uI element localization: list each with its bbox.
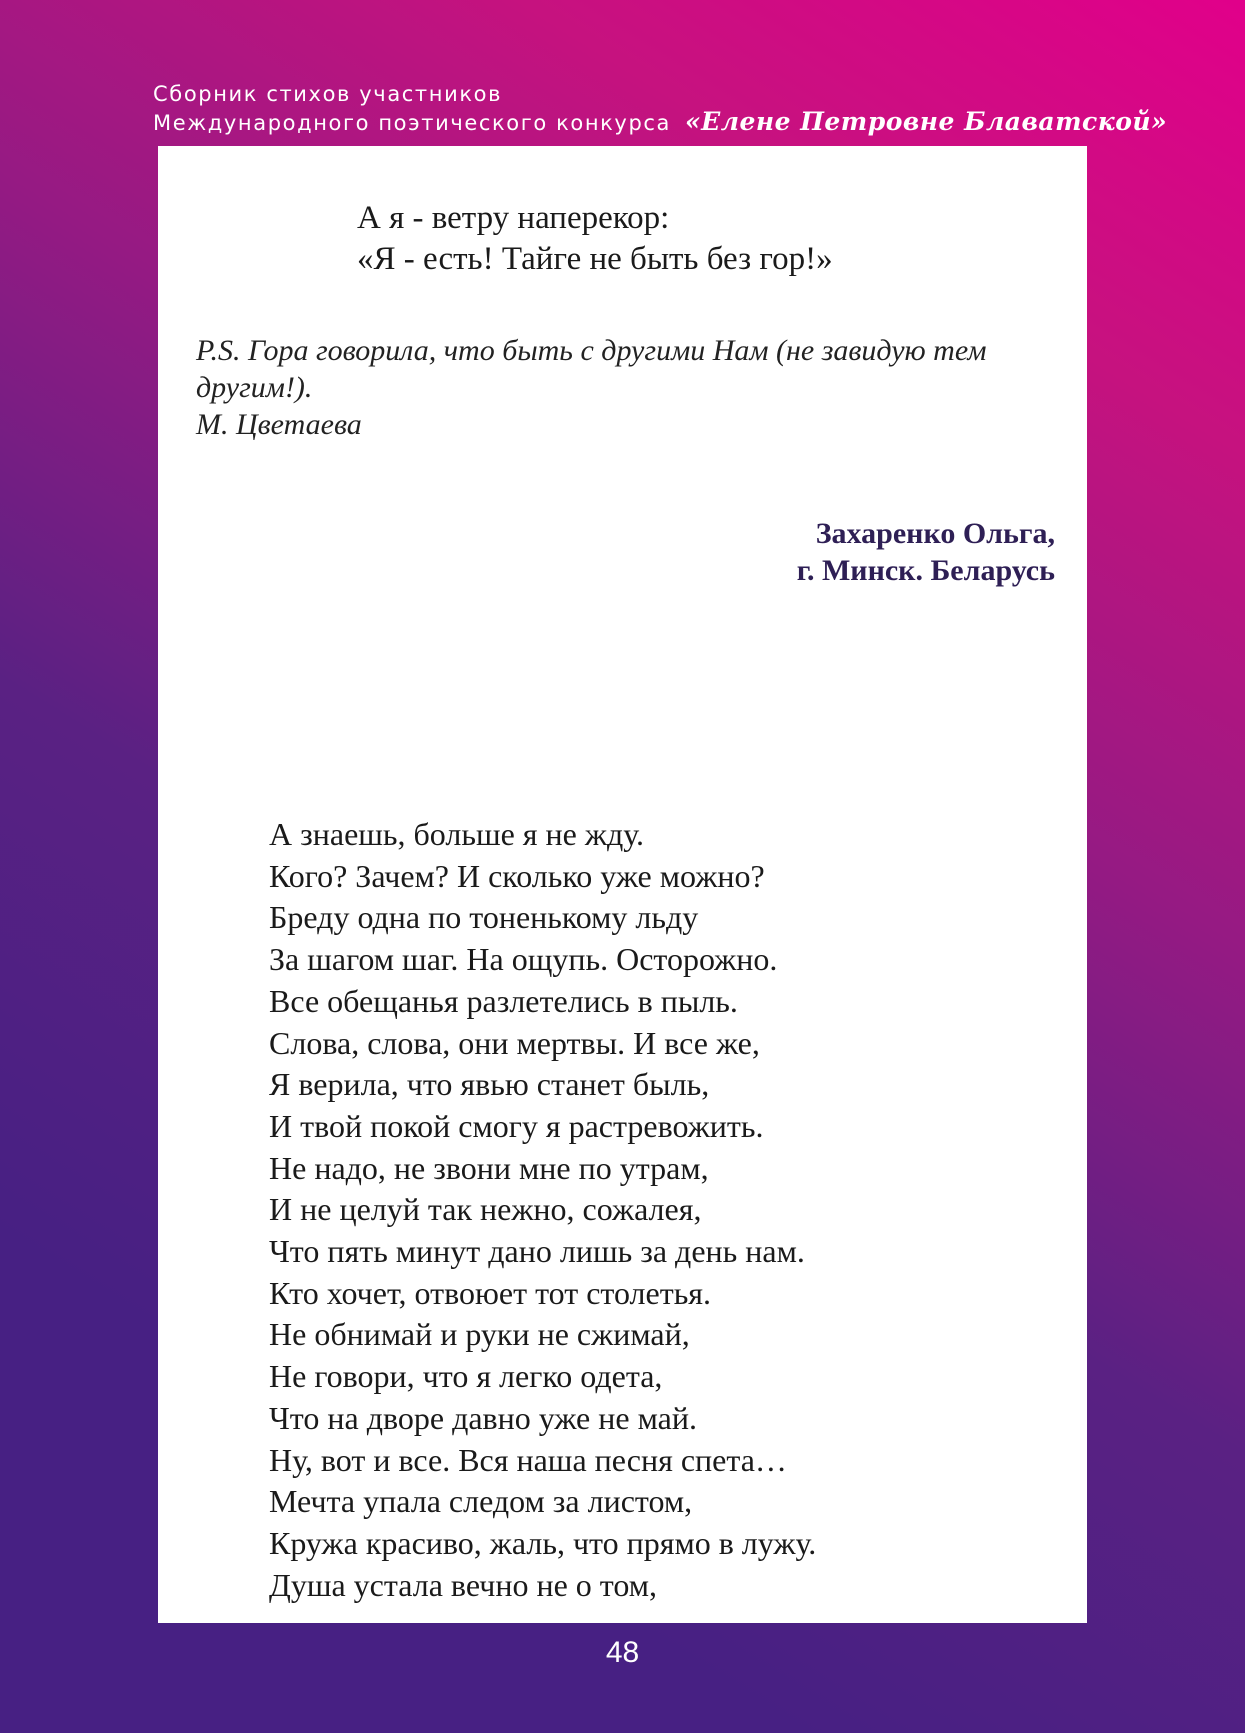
verse-line: Мечта упала следом за листом, — [269, 1483, 693, 1520]
collection-title: «Елене Петровне Блаватской» — [685, 107, 1168, 136]
verse-line: Не говори, что я легко одета, — [269, 1358, 663, 1395]
verse-line: Не надо, не звони мне по утрам, — [269, 1149, 709, 1186]
verse-line: Я верила, что явью станет быль, — [269, 1066, 710, 1103]
verse-line: Слова, слова, они мертвы. И все же, — [269, 1024, 760, 1061]
verse-line: Кружа красиво, жаль, что прямо в лужу. — [269, 1524, 817, 1561]
header-line-1: Сборник стихов участников — [153, 82, 503, 106]
verse-line: Душа устала вечно не о том, — [269, 1566, 657, 1603]
verse-line: И не целуй так нежно, сожалея, — [269, 1191, 702, 1228]
postscript-line: другим!). — [196, 371, 313, 404]
postscript — [196, 332, 1016, 443]
verse-line: Бреду одна по тоненькому льду — [269, 899, 699, 936]
book-header — [153, 80, 1168, 137]
poem-body — [269, 814, 816, 1606]
header-contest-text: Международного поэтического конкурса — [153, 111, 672, 135]
verse-line: А я - ветру наперекор: — [357, 200, 670, 236]
verse-line: Ну, вот и все. Вся наша песня спета… — [269, 1441, 787, 1478]
verse-line: Что на дворе давно уже не май. — [269, 1399, 697, 1436]
verse-line: А знаешь, больше я не жду. — [269, 816, 645, 852]
poem-ending-stanza — [357, 198, 833, 280]
page-number: 48 — [605, 1636, 640, 1669]
header-line-2 — [153, 107, 1168, 137]
author-signature — [797, 515, 1055, 589]
author-location: г. Минск. Беларусь — [796, 554, 1055, 587]
verse-line: Что пять минут дано лишь за день нам. — [269, 1233, 805, 1270]
verse-line: «Я - есть! Тайге не быть без гор!» — [357, 241, 833, 277]
verse-line: Не обнимай и руки не сжимай, — [269, 1316, 690, 1353]
verse-line: Кого? Зачем? И сколько уже можно? — [269, 857, 765, 894]
postscript-line: P.S. Гора говорила, что быть с другими Нам (не завидую тем — [196, 334, 987, 367]
verse-line: Все обещанья разлетелись в пыль. — [269, 982, 738, 1019]
author-name: Захаренко Ольга, — [815, 517, 1055, 550]
postscript-attribution: М. Цветаева — [196, 408, 362, 441]
verse-line: Кто хочет, отвоюет тот столетья. — [269, 1274, 711, 1311]
page-sheet — [158, 146, 1087, 1623]
verse-line: И твой покой смогу я растревожить. — [269, 1107, 764, 1144]
verse-line: За шагом шаг. На ощупь. Осторожно. — [269, 941, 778, 978]
